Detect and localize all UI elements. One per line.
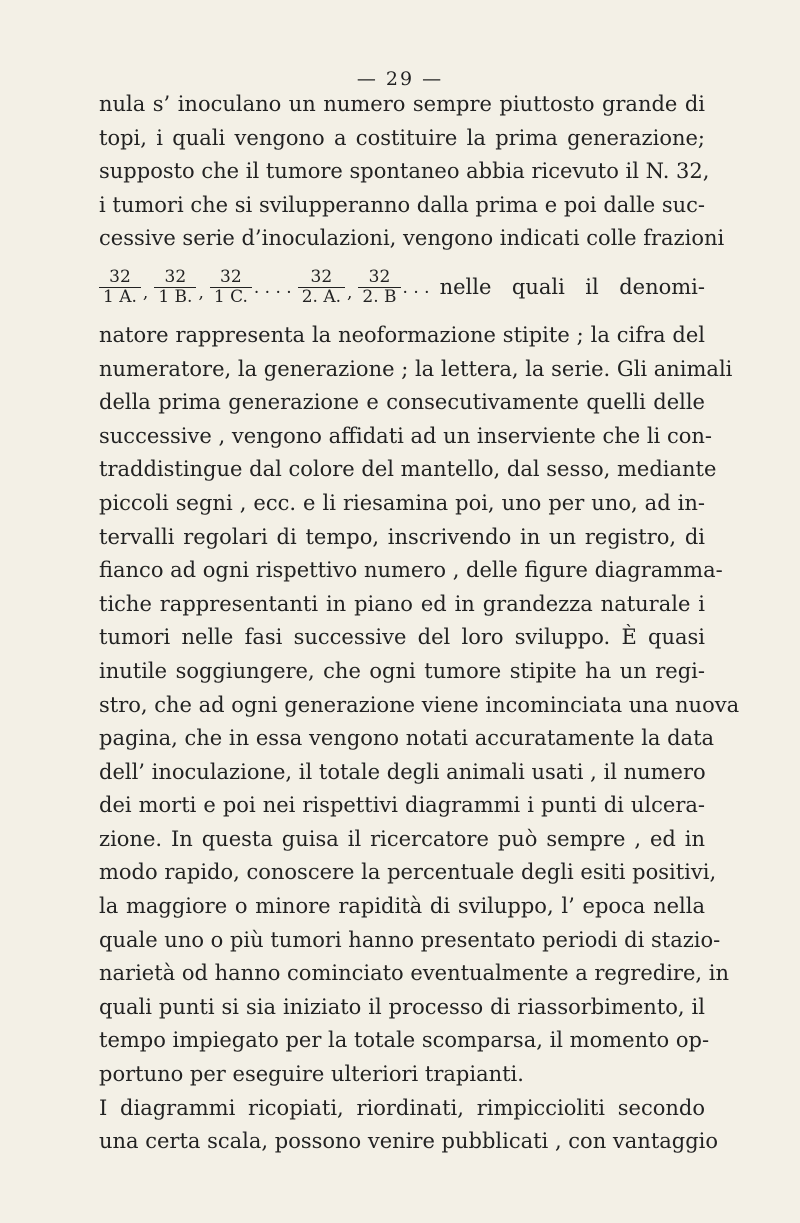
text-line: della prima generazione e consecutivamente quelli delle [99,390,705,415]
text-line: dei morti e poi nei rispettivi diagrammi i punti di ulcera- [99,793,705,818]
fraction [154,268,196,307]
text-line: numeratore, la generazione ; la lettera, la serie. Gli animali [99,356,733,381]
text-line: tempo impiegato per la totale scomparsa, il momento op- [99,1028,710,1053]
paragraph-before-fractions [99,88,725,256]
fraction-numerator: 32 [220,266,242,287]
text-line: tumori nelle fasi successive del loro sviluppo. È quasi [99,625,705,650]
fraction-list [99,265,436,311]
text-line: pagina, che in essa vengono notati accuratamente la data [99,726,715,751]
fraction-denominator: 1 C. [210,287,252,307]
text-line: nula s’ inoculano un numero sempre piuttosto grande di [99,92,705,116]
fraction [358,268,400,307]
text-line: i tumori che si svilupperanno dalla prima e poi dalle suc- [99,192,705,217]
fraction-separator: , [347,282,353,303]
text-line: stro, che ad ogni generazione viene incominciata una nuova [99,692,740,717]
fraction-numerator: 32 [310,266,333,287]
text-line: tervalli regolari di tempo, inscrivendo in un registro, di [99,524,705,549]
fraction-numerator: 32 [164,266,187,287]
text-line: supposto che il tumore spontaneo abbia ricevuto il N. 32, [99,159,710,184]
fraction-numerator: 32 [109,266,131,287]
page-number: — 29 — [356,68,444,90]
fraction-denominator: 1 A. [99,287,141,307]
text-line: dell’ inoculazione, il totale degli animali usati , il numero [99,759,706,784]
fraction-denominator: 1 B. [154,287,196,307]
text-line: portuno per eseguire ulteriori trapianti. [99,1062,524,1087]
fraction-line-tail: nelle quali il denomi- [439,274,705,299]
text-line: I diagrammi ricopiati, riordinati, rimpiccioliti secondo [99,1095,705,1120]
fraction-numerator: 32 [368,266,391,287]
text-line: quali punti si sia iniziato il processo di riassorbimento, il [99,994,705,1019]
body-text [99,88,740,1159]
fraction-denominator: 2. B [358,287,400,307]
text-line: inutile soggiungere, che ogni tumore stipite ha un regi- [99,658,705,683]
fraction-separator: · · · [402,282,430,303]
text-line: modo rapido, conoscere la percentuale degli esiti positivi, [99,860,717,885]
fraction-separator: · · · · [253,282,292,303]
text-line: tiche rappresentanti in piano ed in grandezza naturale i [99,591,705,616]
fraction [210,268,252,307]
fraction [99,268,141,307]
fraction-denominator: 2. A. [298,287,345,307]
fraction-line [99,260,705,315]
text-line: quale uno o più tumori hanno presentato periodi di stazio- [99,927,721,952]
fraction-separator: , [142,282,149,303]
text-line: zione. In questa guisa il ricercatore può sempre , ed in [99,826,705,851]
text-line: topi, i quali vengono a costituire la prima generazione; [99,125,705,150]
fraction [298,268,345,307]
text-line: natore rappresenta la neoformazione stipite ; la cifra del [99,322,705,347]
text-line: piccoli segni , ecc. e li riesamina poi, uno per uno, ad in- [99,490,705,515]
fraction-separator: , [198,282,204,303]
text-line: una certa scala, possono venire pubblicati , con vantaggio [99,1129,719,1154]
paragraph-after-fractions [99,319,740,1159]
text-line: successive , vengono affidati ad un inserviente che li con- [99,423,712,448]
text-line: traddistingue dal colore del mantello, dal sesso, mediante [99,457,717,482]
text-line: fianco ad ogni rispettivo numero , delle figure diagramma- [99,558,723,583]
text-line: la maggiore o minore rapidità di sviluppo, l’ epoca nella [99,894,705,919]
text-line: cessive serie d’inoculazioni, vengono indicati colle frazioni [99,226,725,251]
text-line: narietà od hanno cominciato eventualmente a regredire, in [99,961,729,986]
